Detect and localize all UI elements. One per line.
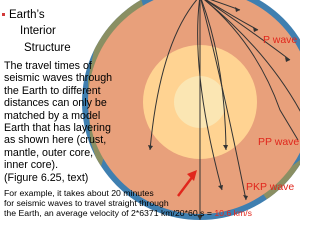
example-line-last <box>4 208 300 218</box>
pkp-wave-label: PKP wave <box>246 181 295 193</box>
pp-wave-label: PP wave <box>258 136 300 148</box>
example-line: for seismic waves to travel straight through <box>4 198 169 209</box>
title-line-1: Earth’s <box>9 9 45 21</box>
title-line-2: Interior <box>20 25 56 37</box>
body-line: Earth that has layering <box>4 122 111 135</box>
body-line: seismic waves through <box>4 72 113 85</box>
title-bullet-marker <box>2 13 5 16</box>
body-line: The travel times of <box>4 60 92 72</box>
body-line: as shown here (crust, <box>4 134 107 147</box>
body-text <box>4 60 154 184</box>
body-line: mantle, outer core, <box>4 146 94 159</box>
example-text <box>4 188 300 219</box>
velocity-result: 10.6 km/s <box>214 208 252 219</box>
p-wave-label: P wave <box>263 34 298 46</box>
body-line: distances can only be <box>4 97 107 110</box>
title-line-3: Structure <box>24 42 71 54</box>
body-line: the Earth to different <box>4 84 101 97</box>
body-line: matched by a model <box>4 109 101 122</box>
example-line-prefix: the Earth, an average velocity of 2*6371 km/20*60 s = <box>4 208 215 219</box>
example-line: For example, it takes about 20 minutes <box>4 188 154 198</box>
body-line: (Figure 6.25, text) <box>4 171 89 184</box>
body-line: inner core). <box>4 159 59 172</box>
